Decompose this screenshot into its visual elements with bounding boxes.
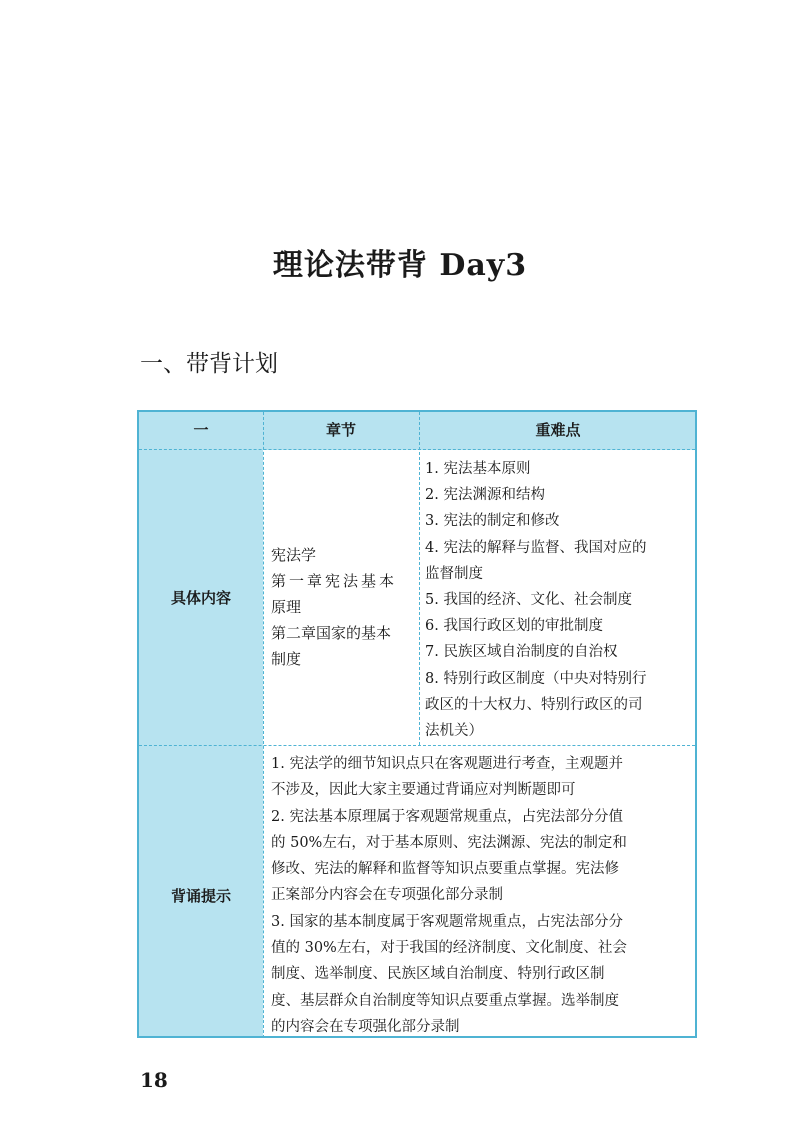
- page-number: 18: [140, 1068, 168, 1092]
- row-label-tips: 背诵提示: [170, 887, 231, 905]
- key-point-line: 7. 民族区域自治制度的自治权: [425, 644, 618, 661]
- label-column: [139, 412, 263, 1036]
- tip-line: 1. 宪法学的细节知识点只在客观题进行考查，主观题并: [271, 756, 623, 772]
- tips-cell: [271, 751, 695, 1040]
- tip-line: 值的 30%左右，对于我国的经济制度、文化制度、社会: [271, 940, 627, 957]
- chapter-cell: [271, 542, 419, 672]
- tip-line: 修改、宪法的解释和监督等知识点要重点掌握。宪法修: [271, 861, 619, 878]
- column-divider: [419, 412, 420, 745]
- chapter-line: 第一章宪法基本: [271, 572, 398, 590]
- key-point-line: 5. 我国的经济、文化、社会制度: [425, 592, 632, 609]
- key-point-line: 8. 特别行政区制度（中央对特别行: [425, 670, 647, 687]
- tip-line: 2. 宪法基本原理属于客观题常规重点，占宪法部分分值: [271, 808, 623, 825]
- key-point-line: 监督制度: [425, 565, 483, 582]
- header-cell-chapter: 章节: [325, 421, 356, 439]
- tip-line: 3. 国家的基本制度属于客观题常规重点，占宪法部分分: [271, 913, 623, 930]
- key-point-line: 4. 宪法的解释与监督、我国对应的: [425, 539, 647, 556]
- tip-line: 的内容会在专项强化部分录制: [271, 1018, 460, 1035]
- key-point-line: 1. 宪法基本原则: [425, 461, 531, 477]
- chapter-line: 宪法学: [271, 546, 317, 564]
- table-header-row: [139, 412, 695, 450]
- key-point-line: 法机关）: [425, 723, 483, 740]
- key-point-line: 3. 宪法的制定和修改: [425, 513, 560, 530]
- chapter-line: 制度: [271, 650, 302, 668]
- chapter-line: 原理: [271, 598, 302, 616]
- key-points-cell: [425, 456, 695, 744]
- page-title: 理论法带背 Day3: [272, 248, 528, 283]
- tip-line: 度、基层群众自治制度等知识点要重点掌握。选举制度: [271, 992, 619, 1009]
- tip-line: 的 50%左右，对于基本原则、宪法渊源、宪法的制定和: [271, 834, 627, 851]
- plan-table: [137, 410, 697, 1038]
- section-heading: 一、带背计划: [140, 351, 278, 377]
- tip-line: 正案部分内容会在专项强化部分录制: [271, 887, 503, 904]
- tip-line: 不涉及，因此大家主要通过背诵应对判断题即可: [271, 782, 576, 799]
- row-divider: [139, 745, 695, 746]
- key-point-line: 2. 宪法渊源和结构: [425, 487, 545, 504]
- header-cell-blank: 一: [193, 421, 209, 439]
- row-label-content: 具体内容: [170, 589, 231, 607]
- chapter-line: 第二章国家的基本: [271, 624, 392, 642]
- key-point-line: 政区的十大权力、特别行政区的司: [425, 696, 643, 713]
- tip-line: 制度、选举制度、民族区域自治制度、特别行政区制: [271, 966, 605, 983]
- key-point-line: 6. 我国行政区划的审批制度: [425, 618, 603, 635]
- column-divider: [263, 412, 264, 1038]
- header-cell-key-points: 重难点: [535, 421, 581, 439]
